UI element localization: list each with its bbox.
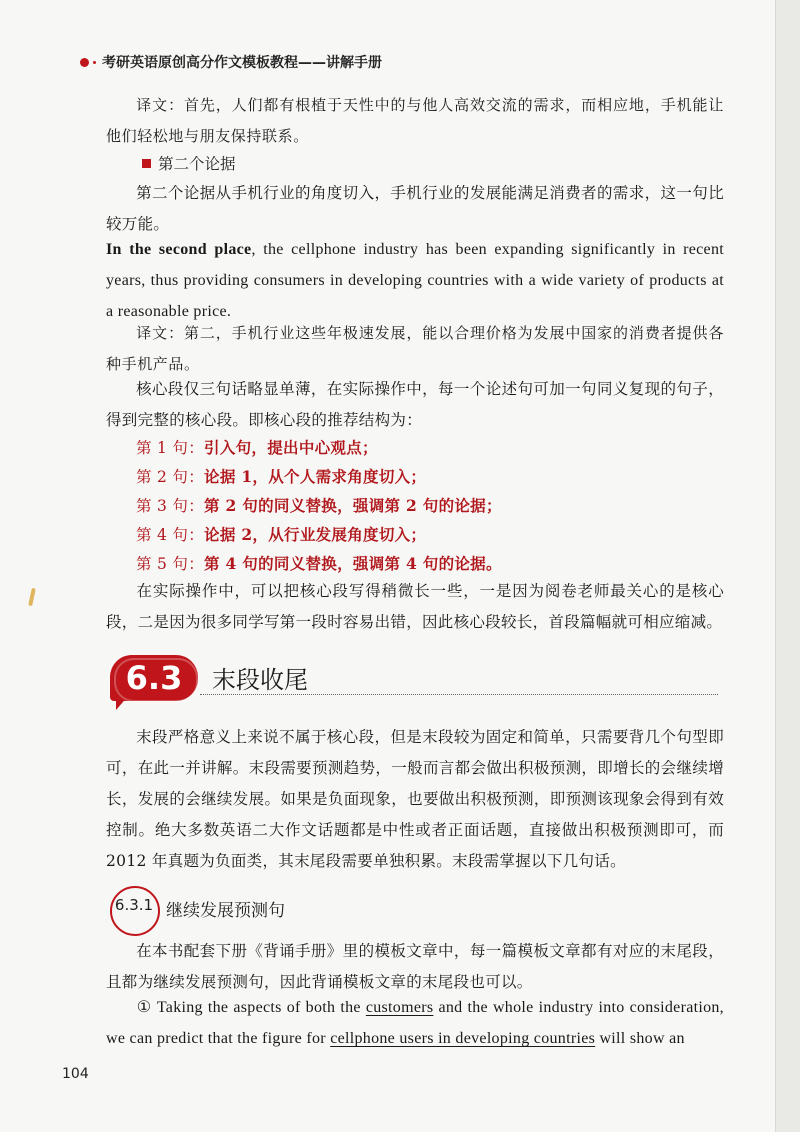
core-paragraph-note: 核心段仅三句话略显单薄，在实际操作中，每一个论述句可加一句同义复现的句子，得到完整的核心段。即核心段的推荐结构为： <box>106 380 724 429</box>
english-lead-phrase: In the second place <box>106 241 252 258</box>
running-header <box>80 50 382 74</box>
translation-paragraph-2: 译文：第二，手机行业这些年极速发展，能以合理价格为发展中国家的消费者提供各种手机产品。 <box>106 324 724 373</box>
subsection-title: 继续发展预测句 <box>166 901 285 921</box>
header-dot-icon <box>80 58 89 67</box>
practice-note-paragraph: 在实际操作中，可以把核心段写得稍微长一些，一是因为阅卷老师最关心的是核心段，二是因为很多同学写第一段时容易出错，因此核心段较长，首段篇幅就可相应缩减。 <box>106 582 724 631</box>
section-divider <box>200 694 718 695</box>
argument-2-description: 第二个论据从手机行业的角度切入，手机行业的发展能满足消费者的需求，这一句比较万能。 <box>106 184 724 233</box>
red-square-icon <box>142 159 151 168</box>
page-number: 104 <box>62 1066 89 1082</box>
page-edge <box>775 0 800 1132</box>
underlined-cellphone-users: cellphone users in developing countries <box>330 1030 596 1047</box>
section-number: 6.3 <box>125 659 183 697</box>
underlined-customers: customers <box>365 999 434 1016</box>
margin-mark <box>28 588 36 606</box>
structure-sentence-4: 第 4 句：论据 2，从行业发展角度切入； <box>136 525 427 544</box>
structure-sentence-3: 第 3 句：第 2 句的同义替换，强调第 2 句的论据； <box>136 496 502 515</box>
section-title: 末段收尾 <box>212 666 308 694</box>
header-title: 考研英语原创高分作文模板教程——讲解手册 <box>102 55 382 71</box>
final-paragraph-intro: 末段严格意义上来说不属于核心段，但是末段较为固定和简单，只需要背几个句型即可，在此一并讲解。末段需要预测趋势，一般而言都会做出积极预测，即增长的会继续增长，发展的会继续发展。如果是负面现象，也要做出积极预测，即预测该现象会得到有效控制。绝大多数英语二大作文话题都是中性或者正面话题，直接做出积极预测即可，而 2012 年真题为负面类，其末尾段需要单独积累。末段需掌握以下几句话。 <box>106 728 724 870</box>
structure-sentence-1: 第 1 句：引入句，提出中心观点； <box>136 438 378 457</box>
structure-sentence-2: 第 2 句：论据 1，从个人需求角度切入； <box>136 467 427 486</box>
example-sentence-1: ① Taking the aspects of both the customers and the whole industry into consideration, we can predict that the figure for cellphone users in developing countries will show an <box>106 999 724 1047</box>
subsection-number: 6.3.1 <box>114 896 154 914</box>
translation-paragraph-1: 译文：首先，人们都有根植于天性中的与他人高效交流的需求，而相应地，手机能让他们轻松地与朋友保持联系。 <box>106 96 724 145</box>
structure-sentence-5: 第 5 句：第 4 句的同义替换，强调第 4 句的论据。 <box>136 554 502 573</box>
argument-2-heading: 第二个论据 <box>142 152 236 174</box>
template-reference-paragraph: 在本书配套下册《背诵手册》里的模板文章中，每一篇模板文章都有对应的末尾段，且都为继续发展预测句，因此背诵模板文章的末尾段也可以。 <box>106 942 724 991</box>
header-small-dot-icon <box>93 61 96 64</box>
english-example-paragraph: In the second place, the cellphone industry has been expanding significantly in recent years, thus providing consumers in developing countries with a wide variety of products at a reasonable price. <box>106 241 724 320</box>
